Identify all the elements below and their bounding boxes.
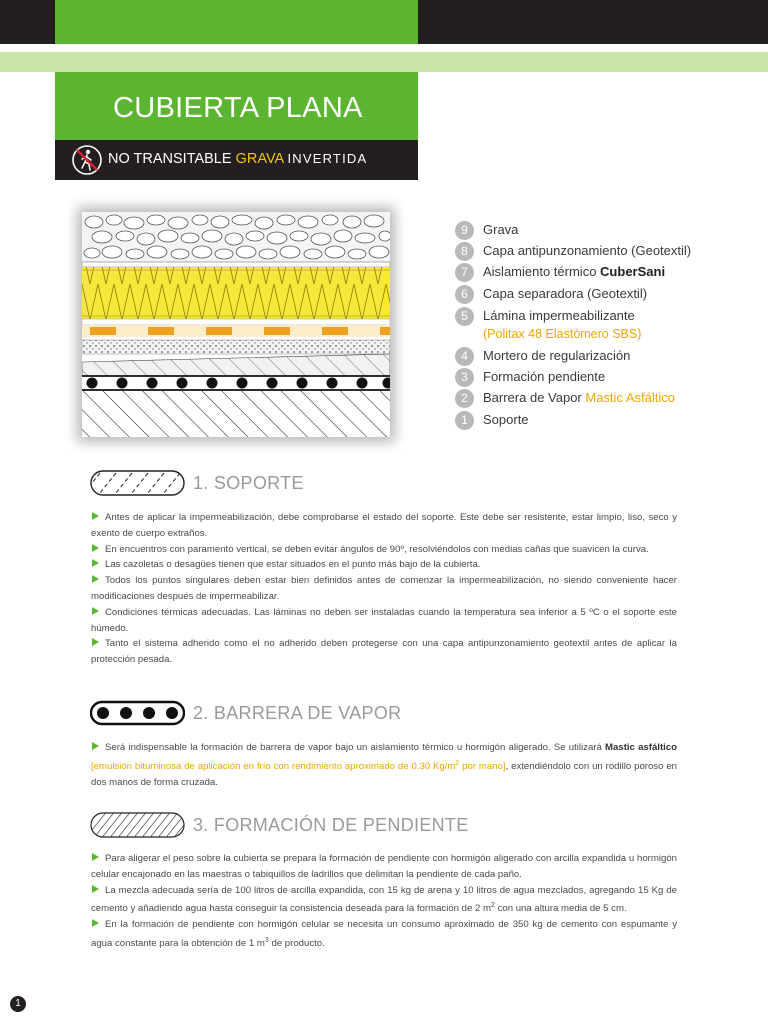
- legend-label: Aislamiento térmico CuberSani: [483, 264, 666, 279]
- bullet-item: En encuentros con paramento vertical, se deben evitar ángulos de 90º, resolviéndolos con medias cañas que suavicen la curva.: [91, 542, 677, 558]
- bullet-arrow-icon: [92, 607, 99, 615]
- layer-slope: [82, 354, 390, 376]
- bullet-arrow-icon: [92, 544, 99, 552]
- legend-number: 4: [455, 347, 474, 366]
- page-number: 1: [10, 996, 26, 1012]
- bullet-arrow-icon: [92, 853, 99, 861]
- bullet-arrow-icon: [92, 638, 99, 646]
- bullet-item: Las cazoletas o desagües tienen que estar situados en el punto más bajo de la cubierta.: [91, 557, 677, 573]
- layer-gravel: [82, 212, 390, 262]
- section-3-body: [91, 851, 677, 952]
- layer-diagram-svg: [82, 212, 390, 437]
- page-title: CUBIERTA PLANA: [113, 92, 363, 124]
- bullet-item: Antes de aplicar la impermeabilización, debe comprobarse el estado del soporte. Este debe ser resistente, estar limpio, liso, seco y exento de cuerpo extraños.: [91, 512, 677, 539]
- bullet-arrow-icon: [92, 885, 99, 893]
- legend-number: 8: [455, 242, 474, 261]
- legend-label: Lámina impermeabilizante: [483, 308, 635, 323]
- layer-geotextile-top: [82, 262, 390, 267]
- layer-vapor-barrier: [82, 376, 390, 390]
- layer-membrane: [82, 325, 390, 337]
- subtitle-part-a: NO TRANSITABLE: [108, 151, 232, 167]
- bullet-arrow-icon: [92, 559, 99, 567]
- brand-cuber: Cuber: [600, 264, 638, 279]
- layer-diagram: [82, 212, 390, 437]
- top-bar-dark-right: [418, 0, 768, 44]
- legend-number: 5: [455, 307, 474, 326]
- legend-label: Soporte: [483, 412, 529, 427]
- legend-label: Barrera de Vapor Mastic Asfáltico: [483, 390, 675, 405]
- section-1-header: [90, 470, 690, 498]
- bullet-item: Tanto el sistema adherido como el no adherido deben protegerse con una capa antipunzonamiento geotextil antes de aplicar la protección pesada.: [91, 638, 677, 666]
- support-hatch-icon: [90, 470, 185, 496]
- legend-number: 9: [455, 221, 474, 240]
- section-3-title: 3. FORMACIÓN DE PENDIENTE: [193, 815, 469, 835]
- section-2-title: 2. BARRERA DE VAPOR: [193, 703, 402, 723]
- top-bar-green: [55, 0, 418, 44]
- layer-support: [82, 391, 390, 437]
- layer-insulation: [82, 267, 390, 319]
- bullet-item: Para aligerar el peso sobre la cubierta se prepara la formación de pendiente con hormigón aligerado con arcilla expandida u hormigón celular encajonado en las maestras o tabiquillos de ladrillos que delimitan la pendiente de cada paño.: [91, 853, 677, 880]
- section-3-header: [90, 812, 690, 840]
- slope-hatch-icon: [90, 812, 185, 838]
- bullet-item: En la formación de pendiente con hormigón celular se necesita un consumo aproximado de 350 kg de cemento con espumante y agua constante para la obtención de 1 $m^3$ de producto.: [91, 919, 677, 950]
- title-banner: [55, 72, 418, 140]
- legend-number: 6: [455, 285, 474, 304]
- bullet-arrow-icon: [92, 919, 99, 927]
- legend-sublabel: (Politax 48 Elastómero SBS): [483, 327, 642, 341]
- bullet-arrow-icon: [92, 575, 99, 583]
- legend-number: 2: [455, 389, 474, 408]
- section-2-header: [90, 700, 690, 728]
- bullet-arrow-icon: [92, 742, 99, 750]
- legend-number: 7: [455, 263, 474, 282]
- section-1-body: [91, 510, 677, 668]
- legend-label: Formación pendiente: [483, 369, 606, 384]
- top-bar-dark-left: [0, 0, 55, 44]
- subtitle: [108, 151, 367, 167]
- bullet-item: Todos los puntos singulares deben estar bien definidos antes de comenzar la impermeabilización, no siendo conveniente hacer modificaciones después de impermeabilizar.: [91, 575, 677, 602]
- top-bar: [0, 0, 768, 44]
- bullet-item: La mezcla adecuada sería de 100 litros de arcilla expandida, con 15 kg de arena y 10 litros de agua mezclados, agregando 15 Kg de cemento y añadiendo agua hasta conseguir la consistencia deseada para la formación de 2 $m^2$ con una altura media de 5 cm.: [91, 884, 677, 915]
- legend-number: 3: [455, 368, 474, 387]
- section-1-title: 1. SOPORTE: [193, 473, 304, 493]
- bullet-arrow-icon: [92, 512, 99, 520]
- legend-label: Capa separadora (Geotextil): [483, 286, 648, 301]
- section-2-body: [91, 740, 677, 791]
- vapor-barrier-dots-icon: [90, 700, 185, 726]
- subtitle-banner: [55, 140, 418, 180]
- layer-mortar: [82, 340, 390, 354]
- legend-highlight: Mastic Asfáltico: [585, 390, 675, 405]
- bullet-item: Condiciones térmicas adecuadas. Las láminas no deben ser instaladas cuando la temperatura sea inferior a 5 ºC o el soporte este húmedo.: [91, 606, 677, 634]
- subtitle-part-c: INVERTIDA: [287, 151, 368, 166]
- no-walking-icon: [70, 143, 104, 177]
- legend-label: Mortero de regularización: [483, 348, 631, 363]
- legend-label: Grava: [483, 222, 519, 237]
- light-green-stripe: [0, 52, 768, 72]
- brand-i: i: [661, 264, 666, 279]
- brand-san: San: [637, 264, 662, 279]
- layer-separator: [82, 319, 390, 325]
- bullet-item: Será indispensable la formación de barrera de vapor bajo un aislamiento térmico u hormigón aligerado. Se utilizará Mastic asfáltico [emulsión bituminosa de aplicación en frío con rendimiento aproximado de 0.30 $Kg/m^2$ por mano], extendiéndolo con un rodillo poroso en dos manos de forma cruzada.: [91, 742, 678, 788]
- product-name: Mastic asfáltico: [605, 742, 678, 753]
- subtitle-part-b: GRAVA: [235, 151, 284, 167]
- legend-number: 1: [455, 411, 474, 430]
- legend-label: Capa antipunzonamiento (Geotextil): [483, 243, 692, 258]
